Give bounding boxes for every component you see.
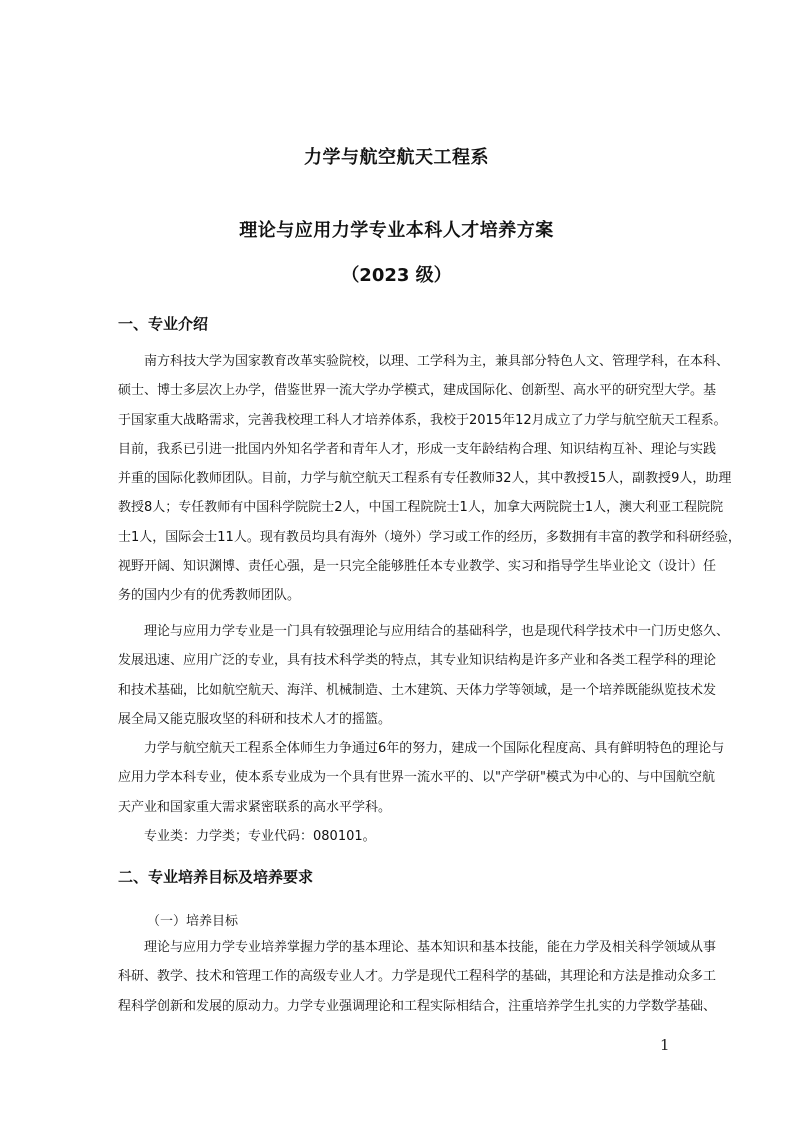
paragraph-major-description [118,617,730,734]
text-line: 和技术基础，比如航空航天、海洋、机械制造、土木建筑、天体力学等领域，是一个培养既能纵览技术发 [118,682,717,698]
text-line: 视野开阔、知识渊博、责任心强，是一只完全能够胜任本专业教学、实习和指导学生毕业论文（设计）任 [118,559,717,575]
paragraph-training-goal [118,933,717,1021]
text-line: 南方科技大学为国家教育改革实验院校，以理、工学科为主，兼具部分特色人文、管理学科，在本科、 [144,354,730,369]
program-title: 理论与应用力学专业本科人才培养方案 [239,220,554,241]
paragraph-department-goal [118,734,725,822]
subsection-heading-training-goal: （一）培养目标 [147,914,239,929]
text-line: 天产业和国家重大需求紧密联系的高水平学科。 [118,799,392,815]
section-heading-training-objectives: 二、专业培养目标及培养要求 [118,868,314,886]
text-line: 务的国内少有的优秀教师团队。 [118,588,301,604]
page-number: 1 [660,1036,670,1054]
text-line: 程科学创新和发展的原动力。力学专业强调理论和工程实际相结合，注重培养学生扎实的力学数学基础、 [118,998,717,1014]
text-line: 硕士、博士多层次上办学，借鉴世界一流大学办学模式，建成国际化、创新型、高水平的研究型大学。基 [118,383,717,399]
text-line: 应用力学本科专业，使本系专业成为一个具有世界一流水平的、以"产学研"模式为中心的、与中国航空航 [118,770,715,786]
text-line: 士1人，国际会士11人。现有教员均具有海外（境外）学习或工作的经历，多数拥有丰富的教学和科研经验， [118,529,741,545]
text-line: 力学与航空航天工程系全体师生力争通过6年的努力，建成一个国际化程度高、具有鲜明特色的理论与 [144,741,725,756]
text-line: 科研、教学、技术和管理工作的高级专业人才。力学是现代工程科学的基础，其理论和方法是推动众多工 [118,969,717,985]
department-title: 力学与航空航天工程系 [304,147,489,168]
text-line: 教授8人；专任教师有中国科学院院士2人，中国工程院院士1人，加拿大两院院士1人，澳大利亚工程院院 [118,500,724,516]
text-line: 并重的国际化教师团队。目前，力学与航空航天工程系有专任教师32人，其中教授15人，副教授9人，助理 [118,471,732,487]
text-line: 理论与应用力学专业是一门具有较强理论与应用结合的基础科学，也是现代科学技术中一门历史悠久、 [144,624,730,639]
year-label: （2023 级） [341,265,452,286]
text-line: 发展迅速、应用广泛的专业，具有技术科学类的特点，其专业知识结构是许多产业和各类工程学科的理论 [118,653,717,669]
paragraph-university-intro [118,347,741,611]
text-line: 理论与应用力学专业培养掌握力学的基本理论、基本知识和基本技能，能在力学及相关科学领域从事 [144,940,717,955]
text-line: 专业类：力学类；专业代码：080101。 [144,829,376,844]
text-line: 目前，我系已引进一批国内外知名学者和青年人才，形成一支年龄结构合理、知识结构互补、理论与实践 [118,441,717,457]
section-heading-introduction: 一、专业介绍 [118,315,209,333]
text-line: 展全局又能克服攻坚的科研和技术人才的摇篮。 [118,711,392,727]
paragraph-major-code [118,822,675,851]
text-line: 于国家重大战略需求，完善我校理工科人才培养体系，我校于2015年12月成立了力学与航空航天工程系。 [118,412,727,428]
